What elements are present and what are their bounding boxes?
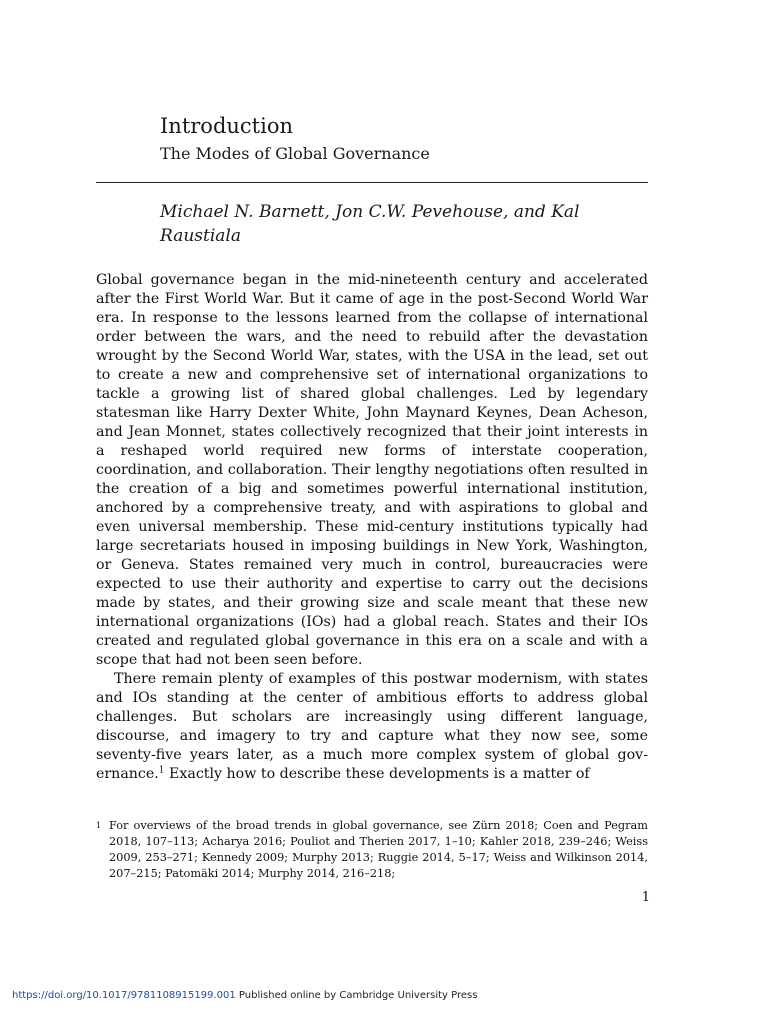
body-paragraph-2-end: Exactly how to describe these developments is a matter of xyxy=(164,766,590,782)
published-text: Published online by Cambridge University Press xyxy=(235,990,478,1001)
body-paragraph-2-start: There remain plenty of examples of this postwar modernism, with states and IOs standing at the center of ambitious efforts to address global challenges. But scholars are increasingly using different language, discourse, and imagery to try and capture what they now see, some seventy-five years later, as a much more complex system of global governance. xyxy=(96,671,648,782)
footnote xyxy=(96,818,648,882)
footnote-text: For overviews of the broad trends in global governance, see Zürn 2018; Coen and Pegram 2018, 107–113; Acharya 2016; Pouliot and Therien 2017, 1–10; Kahler 2018, 239–246; Weiss 2009, 253–271; Kennedy 2009; Murphy 2013; Ruggie 2014, 5–17; Weiss and Wilkinson 2014, 207–215; Patomäki 2014; Murphy 2014, 216–218; xyxy=(109,819,648,880)
body-paragraph-2 xyxy=(96,670,648,784)
doi-link[interactable]: https://doi.org/10.1017/9781108915199.001 xyxy=(12,990,236,1001)
chapter-subtitle: The Modes of Global Governance xyxy=(160,144,430,163)
body-text xyxy=(96,271,648,784)
chapter-title: Introduction xyxy=(160,114,293,138)
footnote-reference[interactable]: 1 xyxy=(158,765,165,776)
citation-bar xyxy=(12,990,477,1001)
footnote-number: 1 xyxy=(96,821,102,830)
page-number: 1 xyxy=(641,890,650,905)
title-divider xyxy=(96,182,648,183)
chapter-authors: Michael N. Barnett, Jon C.W. Pevehouse, and Kal Raustiala xyxy=(160,202,580,246)
body-paragraph-1: Global governance began in the mid-nineteenth century and accelerated after the First World War. But it came of age in the post-Second World War era. In response to the lessons learned from the collapse of international order between the wars, and the need to rebuild after the devastation wrought by the Second World War, states, with the USA in the lead, set out to create a new and comprehensive set of international organizations to tackle a growing list of shared global challenges. Led by legendary statesman like Harry Dexter White, John Maynard Keynes, Dean Acheson, and Jean Monnet, states collectively recognized that their joint interests in a reshaped world required new forms of interstate cooperation, coordination, and collaboration. Their lengthy negotiations often resulted in the creation of a big and sometimes powerful international institution, anchored by a comprehensive treaty, and with aspirations to global and even universal membership. These mid-century institutions typically had large secretariats housed in imposing buildings in New York, Washington, or Geneva. States remained very much in control, bureaucracies were expected to use their authority and expertise to carry out the decisions made by states, and their growing size and scale meant that these new international organizations (IOs) had a global reach. States and their IOs created and regulated global governance in this era on a scale and with a scope that had not been seen before. xyxy=(96,272,648,668)
